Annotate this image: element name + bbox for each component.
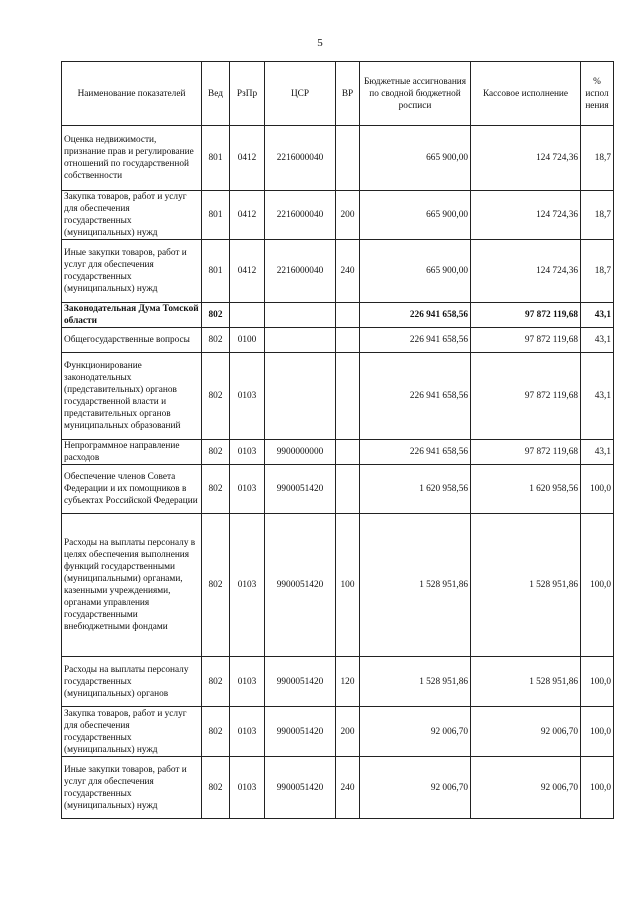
row-assigned: 92 006,70 — [360, 757, 471, 819]
row-csr: 9900000000 — [265, 440, 336, 465]
row-rzpr: 0103 — [230, 657, 265, 707]
row-name: Оценка недвижимости, признание прав и регулирование отношений по государственной собственности — [62, 126, 202, 191]
row-vr: 240 — [336, 240, 360, 303]
row-assigned: 226 941 658,56 — [360, 303, 471, 328]
header-rzpr: РзПр — [230, 62, 265, 126]
header-executed: Кассовое исполнение — [471, 62, 581, 126]
table-row — [62, 514, 614, 657]
row-assigned: 226 941 658,56 — [360, 328, 471, 353]
row-rzpr: 0103 — [230, 440, 265, 465]
row-name: Функционирование законодательных (представительных) органов государственной власти и представительных органов муниципальных образований — [62, 353, 202, 440]
row-vr: 240 — [336, 757, 360, 819]
row-rzpr: 0103 — [230, 465, 265, 514]
row-name: Непрограммное направление расходов — [62, 440, 202, 465]
row-ved: 801 — [202, 240, 230, 303]
row-executed: 124 724,36 — [471, 240, 581, 303]
row-vr: 200 — [336, 707, 360, 757]
row-name: Законодательная Дума Томской области — [62, 303, 202, 328]
row-csr — [265, 353, 336, 440]
row-vr — [336, 465, 360, 514]
row-rzpr: 0103 — [230, 514, 265, 657]
header-ved: Вед — [202, 62, 230, 126]
table-row — [62, 126, 614, 191]
header-name: Наименование показателей — [62, 62, 202, 126]
budget-execution-table — [61, 61, 614, 819]
header-csr: ЦСР — [265, 62, 336, 126]
header-assigned: Бюджетные ассигнования по сводной бюджетной росписи — [360, 62, 471, 126]
row-name: Иные закупки товаров, работ и услуг для обеспечения государственных (муниципальных) нужд — [62, 240, 202, 303]
row-executed: 124 724,36 — [471, 191, 581, 240]
row-name: Расходы на выплаты персоналу в целях обеспечения выполнения функций государственными (муниципальными) органами, казенными учреждениями, органами управления государственными внебюджетными фондами — [62, 514, 202, 657]
row-assigned: 226 941 658,56 — [360, 440, 471, 465]
row-rzpr: 0100 — [230, 328, 265, 353]
row-percent: 18,7 — [581, 126, 614, 191]
row-assigned: 1 528 951,86 — [360, 657, 471, 707]
row-csr: 9900051420 — [265, 514, 336, 657]
row-percent: 100,0 — [581, 514, 614, 657]
row-assigned: 226 941 658,56 — [360, 353, 471, 440]
row-executed: 1 528 951,86 — [471, 514, 581, 657]
row-ved: 802 — [202, 353, 230, 440]
row-vr: 120 — [336, 657, 360, 707]
row-assigned: 92 006,70 — [360, 707, 471, 757]
row-assigned: 665 900,00 — [360, 191, 471, 240]
row-csr: 2216000040 — [265, 240, 336, 303]
row-percent: 43,1 — [581, 440, 614, 465]
row-percent: 43,1 — [581, 303, 614, 328]
row-vr — [336, 328, 360, 353]
header-percent: % испол нения — [581, 62, 614, 126]
table-row — [62, 757, 614, 819]
row-vr — [336, 440, 360, 465]
row-rzpr: 0103 — [230, 353, 265, 440]
row-ved: 801 — [202, 126, 230, 191]
row-rzpr: 0412 — [230, 126, 265, 191]
table-body — [62, 126, 614, 819]
table-row — [62, 353, 614, 440]
row-csr: 9900051420 — [265, 707, 336, 757]
table-row — [62, 240, 614, 303]
row-rzpr: 0412 — [230, 240, 265, 303]
table-row — [62, 328, 614, 353]
row-vr — [336, 303, 360, 328]
row-ved: 802 — [202, 757, 230, 819]
row-csr: 9900051420 — [265, 757, 336, 819]
row-assigned: 1 528 951,86 — [360, 514, 471, 657]
row-ved: 802 — [202, 657, 230, 707]
row-executed: 92 006,70 — [471, 757, 581, 819]
table-row — [62, 440, 614, 465]
row-assigned: 1 620 958,56 — [360, 465, 471, 514]
row-percent: 18,7 — [581, 191, 614, 240]
row-executed: 1 620 958,56 — [471, 465, 581, 514]
row-rzpr: 0103 — [230, 757, 265, 819]
row-ved: 802 — [202, 303, 230, 328]
table-row — [62, 465, 614, 514]
row-rzpr: 0103 — [230, 707, 265, 757]
row-rzpr: 0412 — [230, 191, 265, 240]
row-ved: 802 — [202, 440, 230, 465]
row-ved: 802 — [202, 328, 230, 353]
header-vr: ВР — [336, 62, 360, 126]
row-percent: 100,0 — [581, 707, 614, 757]
row-name: Иные закупки товаров, работ и услуг для обеспечения государственных (муниципальных) нужд — [62, 757, 202, 819]
row-executed: 124 724,36 — [471, 126, 581, 191]
row-executed: 97 872 119,68 — [471, 328, 581, 353]
table-row — [62, 657, 614, 707]
row-name: Закупка товаров, работ и услуг для обеспечения государственных (муниципальных) нужд — [62, 707, 202, 757]
row-executed: 97 872 119,68 — [471, 440, 581, 465]
row-csr — [265, 328, 336, 353]
row-ved: 802 — [202, 707, 230, 757]
row-assigned: 665 900,00 — [360, 240, 471, 303]
row-assigned: 665 900,00 — [360, 126, 471, 191]
row-percent: 100,0 — [581, 757, 614, 819]
header-row — [62, 62, 614, 126]
row-csr: 2216000040 — [265, 126, 336, 191]
row-csr: 2216000040 — [265, 191, 336, 240]
row-ved: 802 — [202, 514, 230, 657]
row-name: Обеспечение членов Совета Федерации и их помощников в субъектах Российской Федерации — [62, 465, 202, 514]
row-name: Закупка товаров, работ и услуг для обеспечения государственных (муниципальных) нужд — [62, 191, 202, 240]
row-executed: 97 872 119,68 — [471, 303, 581, 328]
row-vr: 200 — [336, 191, 360, 240]
row-vr — [336, 126, 360, 191]
table-row — [62, 191, 614, 240]
row-ved: 802 — [202, 465, 230, 514]
row-executed: 92 006,70 — [471, 707, 581, 757]
row-csr — [265, 303, 336, 328]
row-vr — [336, 353, 360, 440]
row-vr: 100 — [336, 514, 360, 657]
row-executed: 97 872 119,68 — [471, 353, 581, 440]
row-rzpr — [230, 303, 265, 328]
row-csr: 9900051420 — [265, 657, 336, 707]
row-percent: 100,0 — [581, 465, 614, 514]
page-number: 5 — [317, 37, 323, 49]
table-row — [62, 303, 614, 328]
row-csr: 9900051420 — [265, 465, 336, 514]
table-row — [62, 707, 614, 757]
row-name: Расходы на выплаты персоналу государственных (муниципальных) органов — [62, 657, 202, 707]
row-percent: 43,1 — [581, 353, 614, 440]
row-percent: 100,0 — [581, 657, 614, 707]
row-percent: 43,1 — [581, 328, 614, 353]
row-executed: 1 528 951,86 — [471, 657, 581, 707]
row-ved: 801 — [202, 191, 230, 240]
row-percent: 18,7 — [581, 240, 614, 303]
row-name: Общегосударственные вопросы — [62, 328, 202, 353]
